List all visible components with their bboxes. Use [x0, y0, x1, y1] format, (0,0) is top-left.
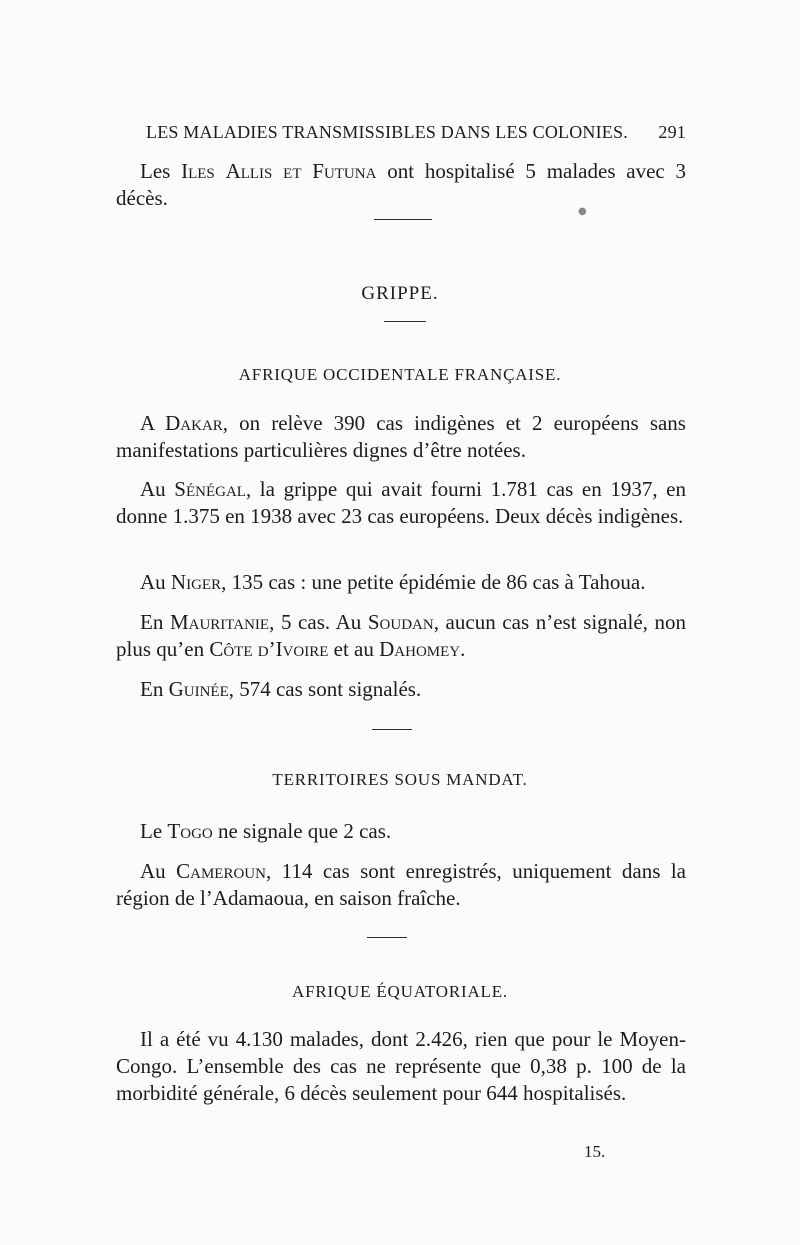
- paragraph-cameroun: Au Cameroun, 114 cas sont enregistrés, uniquement dans la région de l’Adamaoua, en saison fraîche.: [116, 859, 686, 910]
- section-title: GRIPPE.: [361, 283, 439, 304]
- place-name: Niger: [170, 570, 222, 594]
- running-title: LES MALADIES TRANSMISSIBLES DANS LES COLONIES.: [146, 122, 628, 142]
- paragraph-senegal: Au Sénégal, la grippe qui avait fourni 1.781 cas en 1937, en donne 1.375 en 1938 avec 23 cas européens. Deux décès indigènes.: [116, 477, 686, 528]
- page-header: [146, 122, 686, 143]
- section-divider: [372, 729, 412, 730]
- paragraph-niger: Au Niger, 135 cas : une petite épidémie de 86 cas à Tahoua.: [140, 570, 646, 594]
- section-divider: [367, 937, 407, 938]
- ink-speck: ●: [578, 206, 587, 217]
- place-name: Dakar: [165, 411, 223, 435]
- subsection-heading-aof: AFRIQUE OCCIDENTALE FRANÇAISE.: [238, 365, 562, 384]
- title-divider: [384, 321, 426, 322]
- paragraph-mauritanie: En Mauritanie, 5 cas. Au Soudan, aucun cas n’est signalé, non plus qu’en Côte d’Ivoire et au Dahomey.: [116, 610, 687, 661]
- place-name: Allis et Futuna: [225, 159, 377, 183]
- place-name: Cameroun: [176, 859, 266, 883]
- subsection-heading-aef: AFRIQUE ÉQUATORIALE.: [292, 982, 508, 1001]
- intro-paragraph: Les Iles Allis et Futuna ont hospitalisé 5 malades avec 3 décès.: [116, 159, 687, 210]
- place-name: Togo: [167, 819, 213, 843]
- signature-mark: 15.: [584, 1142, 606, 1161]
- paragraph-dakar: A Dakar, on relève 390 cas indigènes et 2 européens sans manifestations particulières dignes d’être notées.: [116, 411, 686, 462]
- place-name: Côte d’Ivoire: [209, 637, 329, 661]
- paragraph-togo: Le Togo ne signale que 2 cas.: [140, 819, 392, 843]
- place-name: Iles: [181, 159, 215, 183]
- paragraph-guinee: En Guinée, 574 cas sont signalés.: [140, 677, 422, 701]
- place-name: Soudan: [367, 610, 434, 634]
- place-name: Guinée: [168, 677, 229, 701]
- subsection-heading-mandat: TERRITOIRES SOUS MANDAT.: [272, 770, 528, 789]
- place-name: Mauritanie: [169, 610, 270, 634]
- paragraph-aef: Il a été vu 4.130 malades, dont 2.426, rien que pour le Moyen-Congo. L’ensemble des cas ne représente que 0,38 p. 100 de la morbidité générale, 6 décès seulement pour 644 hospitalisés.: [116, 1027, 686, 1105]
- section-divider: [374, 219, 432, 220]
- page-number: 291: [658, 122, 686, 142]
- place-name: Sénégal: [174, 477, 246, 501]
- place-name: Dahomey: [379, 637, 461, 661]
